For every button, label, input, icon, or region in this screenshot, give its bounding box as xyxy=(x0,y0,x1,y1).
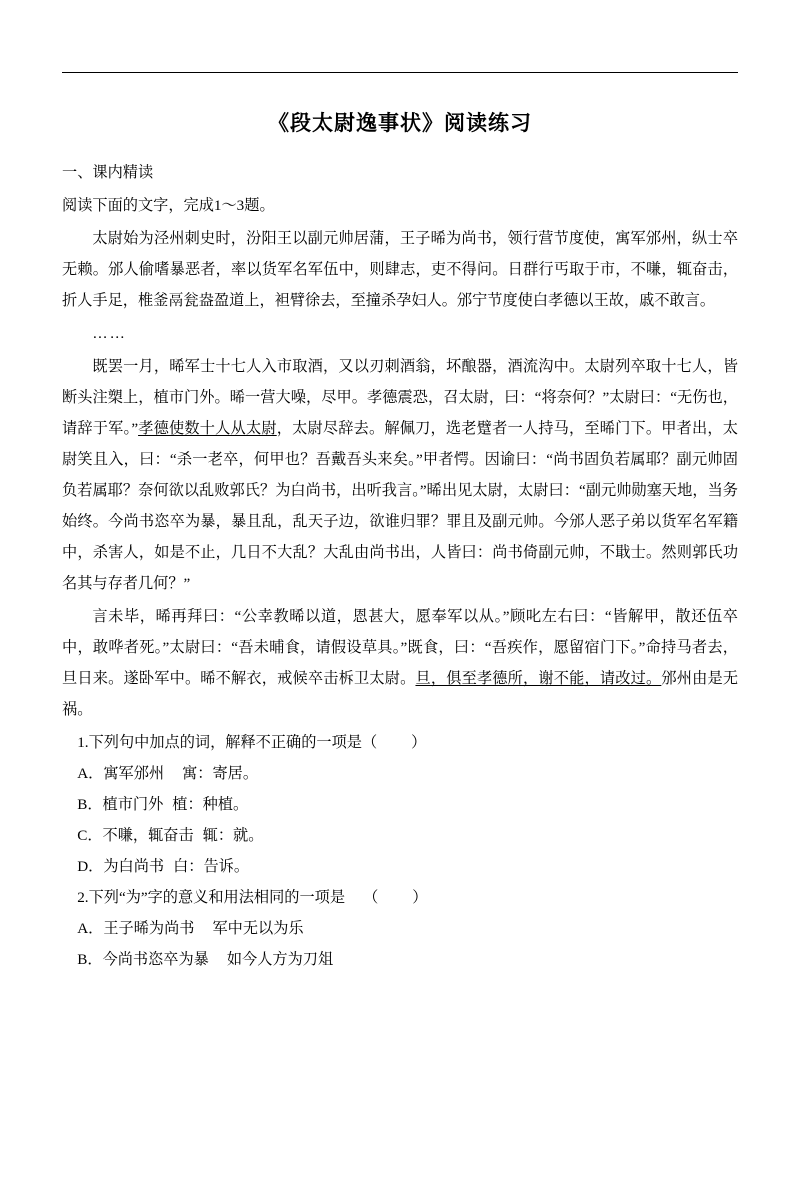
option-gloss: 辄：就。 xyxy=(202,827,264,844)
option-gloss: 如今人方为刀俎 xyxy=(226,951,334,968)
option-label: A． xyxy=(77,765,104,782)
option-text: 王子晞为尚书 xyxy=(103,920,195,937)
option-label: B． xyxy=(77,951,103,968)
question-1-option-a[interactable] xyxy=(62,758,738,789)
passage-p3-part2: 邠州由是无祸。 xyxy=(62,670,739,718)
passage-p2-underlined: 孝德使数十人从太尉 xyxy=(138,420,277,437)
passage-paragraph-2 xyxy=(62,351,738,599)
passage-p2-part1: 既罢一月，晞军士十七人入市取酒，又以刃刺酒翁，坏酿器，酒流沟中。太尉列卒取十七人，皆断头注槊上，植市门外。晞一营大噪，尽甲。孝德震恐，召太尉，曰：“将奈何？”太尉曰：“无伤也，请辞于军。” xyxy=(62,358,738,437)
instruction-line: 阅读下面的文字，完成1～3题。 xyxy=(62,197,275,214)
option-label: C． xyxy=(77,827,103,844)
option-gloss: 白：告诉。 xyxy=(173,858,250,875)
question-2-stem-text: 2.下列“为”字的意义和用法相同的一项是 xyxy=(77,889,346,906)
question-1-option-c[interactable] xyxy=(62,820,738,851)
option-text: 寓军邠州 xyxy=(103,765,165,782)
option-gloss: 寓：寄居。 xyxy=(182,765,259,782)
question-2-option-a[interactable] xyxy=(62,913,738,944)
option-gloss: 军中无以为乐 xyxy=(212,920,304,937)
option-label: B． xyxy=(77,796,103,813)
passage-paragraph-1: 太尉始为泾州刺史时，汾阳王以副元帅居蒲，王子晞为尚书，领行营节度使，寓军邠州，纵士卒无赖。邠人偷嗜暴恶者，率以货军名军伍中，则肆志，吏不得问。日群行丐取于市，不嗛，辄奋击，折人手足，椎釜鬲瓮盎盈道上，袒臂徐去，至撞杀孕妇人。邠宁节度使白孝德以王故，戚不敢言。 xyxy=(62,230,738,309)
header-rule xyxy=(62,72,738,73)
footer-space xyxy=(62,975,738,1015)
question-2-stem xyxy=(62,882,738,913)
passage-paragraph-3 xyxy=(62,601,738,725)
page-title: 《段太尉逸事状》阅读练习 xyxy=(268,112,532,135)
option-label: D． xyxy=(77,858,104,875)
option-text: 不嗛，辄奋击 xyxy=(102,827,194,844)
passage-p3-part1: 言未毕，晞再拜曰：“公幸教晞以道，恩甚大，愿奉军以从。”顾叱左右曰：“皆解甲，散还伍卒中，敢哗者死。”太尉曰：“吾未晡食，请假设草具。”既食，曰：“吾疾作，愿留宿门下。”命持马者去，旦日来。遂卧军中。晞不解衣，戒候卒击柝卫太尉。 xyxy=(62,608,738,687)
option-gloss: 植：种植。 xyxy=(172,796,249,813)
option-text: 植市门外 xyxy=(102,796,164,813)
option-text: 今尚书恣卒为暴 xyxy=(102,951,209,968)
question-1-stem-tail: ） xyxy=(411,734,427,751)
passage-p2-part2: ，太尉尽辞去。解佩刀，选老躄者一人持马，至晞门下。甲者出，太尉笑且入，曰：“杀一老卒，何甲也？吾戴吾头来矣。”甲者愕。因谕曰：“尚书固负若属耶？副元帅固负若属耶？奈何欲以乱败郭氏？为白尚书，出听我言。”晞出见太尉，太尉曰：“副元帅勋塞天地，当务始终。今尚书恣卒为暴，暴且乱，乱天子边，欲谁归罪？罪且及副元帅。今邠人恶子弟以货军名军籍中，杀害人，如是不止，几日不大乱？大乱由尚书出，人皆曰：尚书倚副元帅，不戢士。然则郭氏功名其与存者几何？” xyxy=(62,420,738,592)
question-2-option-b[interactable] xyxy=(62,944,738,975)
section-heading: 一、课内精读 xyxy=(62,164,154,181)
question-2-stem-tail: （ xyxy=(363,889,379,906)
document-page xyxy=(0,72,800,1204)
question-1-stem xyxy=(62,727,738,758)
question-1-option-b[interactable] xyxy=(62,789,738,820)
option-label: A． xyxy=(77,920,104,937)
question-2-stem-tail2: ） xyxy=(412,889,428,906)
question-1-stem-text: 1.下列句中加点的词，解释不正确的一项是（ xyxy=(77,734,378,751)
option-text: 为白尚书 xyxy=(103,858,165,875)
passage-ellipsis: …… xyxy=(92,325,127,342)
question-1-option-d[interactable] xyxy=(62,851,738,882)
passage-p3-underlined: 旦，俱至孝德所，谢不能，请改过。 xyxy=(415,670,662,687)
